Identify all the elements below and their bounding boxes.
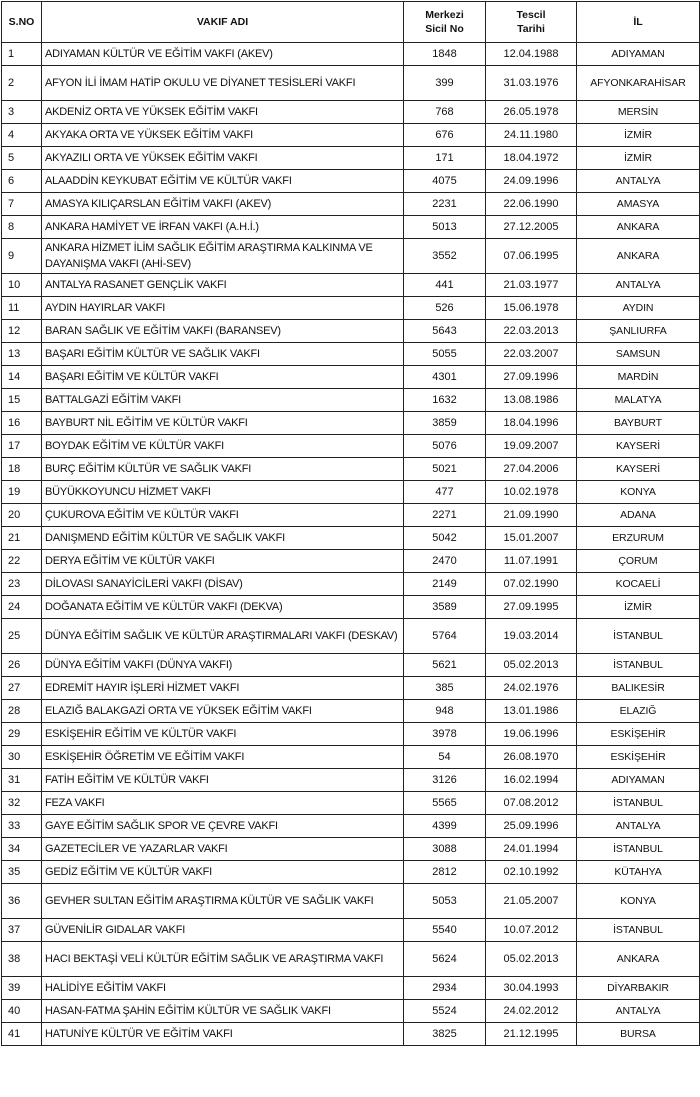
row-number: 19 xyxy=(2,481,42,504)
city-name: ESKİŞEHİR xyxy=(577,746,700,769)
foundation-name: ANTALYA RASANET GENÇLİK VAKFI xyxy=(42,274,404,297)
table-row xyxy=(2,815,700,838)
registry-number: 3589 xyxy=(404,596,486,619)
city-name: BAYBURT xyxy=(577,412,700,435)
foundation-name: BURÇ EĞİTİM KÜLTÜR VE SAĞLIK VAKFI xyxy=(42,458,404,481)
table-row xyxy=(2,1023,700,1046)
row-number: 30 xyxy=(2,746,42,769)
registry-number: 2271 xyxy=(404,504,486,527)
table-row xyxy=(2,746,700,769)
registration-date: 19.03.2014 xyxy=(486,619,577,654)
header-city: İL xyxy=(577,2,700,43)
foundation-name: BATTALGAZİ EĞİTİM VAKFI xyxy=(42,389,404,412)
table-row xyxy=(2,274,700,297)
registration-date: 21.12.1995 xyxy=(486,1023,577,1046)
registration-date: 02.10.1992 xyxy=(486,861,577,884)
city-name: ADIYAMAN xyxy=(577,43,700,66)
registration-date: 27.09.1995 xyxy=(486,596,577,619)
city-name: İSTANBUL xyxy=(577,792,700,815)
city-name: KÜTAHYA xyxy=(577,861,700,884)
header-foundation-name: VAKIF ADI xyxy=(42,2,404,43)
row-number: 31 xyxy=(2,769,42,792)
registry-number: 3088 xyxy=(404,838,486,861)
foundation-name: DOĞANATA EĞİTİM VE KÜLTÜR VAKFI (DEKVA) xyxy=(42,596,404,619)
row-number: 1 xyxy=(2,43,42,66)
registration-date: 18.04.1996 xyxy=(486,412,577,435)
foundation-name: ESKİŞEHİR ÖĞRETİM VE EĞİTİM VAKFI xyxy=(42,746,404,769)
city-name: MARDİN xyxy=(577,366,700,389)
foundation-name: DÜNYA EĞİTİM SAĞLIK VE KÜLTÜR ARAŞTIRMALARI VAKFI (DESKAV) xyxy=(42,619,404,654)
row-number: 12 xyxy=(2,320,42,343)
registration-date: 21.03.1977 xyxy=(486,274,577,297)
foundation-name: FEZA VAKFI xyxy=(42,792,404,815)
foundation-name: HACI BEKTAŞİ VELİ KÜLTÜR EĞİTİM SAĞLIK VE ARAŞTIRMA VAKFI xyxy=(42,942,404,977)
registry-number: 5621 xyxy=(404,654,486,677)
registration-date: 26.05.1978 xyxy=(486,101,577,124)
table-header-row xyxy=(2,2,700,43)
city-name: İSTANBUL xyxy=(577,919,700,942)
foundation-name: AKYAKA ORTA VE YÜKSEK EĞİTİM VAKFI xyxy=(42,124,404,147)
registry-number: 385 xyxy=(404,677,486,700)
row-number: 21 xyxy=(2,527,42,550)
row-number: 39 xyxy=(2,977,42,1000)
row-number: 7 xyxy=(2,193,42,216)
row-number: 28 xyxy=(2,700,42,723)
registry-number: 526 xyxy=(404,297,486,320)
header-registry-no-line1: Merkezi xyxy=(425,9,464,21)
foundation-name: BAŞARI EĞİTİM VE KÜLTÜR VAKFI xyxy=(42,366,404,389)
registry-number: 3978 xyxy=(404,723,486,746)
registry-number: 3552 xyxy=(404,239,486,274)
city-name: MALATYA xyxy=(577,389,700,412)
registration-date: 25.09.1996 xyxy=(486,815,577,838)
row-number: 29 xyxy=(2,723,42,746)
table-row xyxy=(2,654,700,677)
registration-date: 05.02.2013 xyxy=(486,942,577,977)
row-number: 17 xyxy=(2,435,42,458)
city-name: DİYARBAKIR xyxy=(577,977,700,1000)
table-row xyxy=(2,677,700,700)
registry-number: 171 xyxy=(404,147,486,170)
registry-number: 4075 xyxy=(404,170,486,193)
table-row xyxy=(2,216,700,239)
row-number: 18 xyxy=(2,458,42,481)
registry-number: 5013 xyxy=(404,216,486,239)
city-name: ANKARA xyxy=(577,239,700,274)
city-name: AYDIN xyxy=(577,297,700,320)
city-name: ANTALYA xyxy=(577,170,700,193)
table-row xyxy=(2,792,700,815)
foundation-name: ESKİŞEHİR EĞİTİM VE KÜLTÜR VAKFI xyxy=(42,723,404,746)
row-number: 22 xyxy=(2,550,42,573)
city-name: ANKARA xyxy=(577,942,700,977)
city-name: ANKARA xyxy=(577,216,700,239)
registration-date: 19.06.1996 xyxy=(486,723,577,746)
city-name: ŞANLIURFA xyxy=(577,320,700,343)
registration-date: 15.01.2007 xyxy=(486,527,577,550)
city-name: İSTANBUL xyxy=(577,838,700,861)
header-sno: S.NO xyxy=(2,2,42,43)
city-name: KONYA xyxy=(577,481,700,504)
foundation-name: AMASYA KILIÇARSLAN EĞİTİM VAKFI (AKEV) xyxy=(42,193,404,216)
registry-number: 1848 xyxy=(404,43,486,66)
row-number: 38 xyxy=(2,942,42,977)
row-number: 4 xyxy=(2,124,42,147)
row-number: 37 xyxy=(2,919,42,942)
row-number: 23 xyxy=(2,573,42,596)
table-row xyxy=(2,573,700,596)
registry-number: 5076 xyxy=(404,435,486,458)
city-name: ANTALYA xyxy=(577,815,700,838)
registry-number: 5624 xyxy=(404,942,486,977)
registration-date: 22.06.1990 xyxy=(486,193,577,216)
table-row xyxy=(2,101,700,124)
foundation-name: ALAADDİN KEYKUBAT EĞİTİM VE KÜLTÜR VAKFI xyxy=(42,170,404,193)
registry-number: 5021 xyxy=(404,458,486,481)
table-row xyxy=(2,1000,700,1023)
row-number: 26 xyxy=(2,654,42,677)
foundation-name: AFYON İLİ İMAM HATİP OKULU VE DİYANET TESİSLERİ VAKFI xyxy=(42,66,404,101)
city-name: BURSA xyxy=(577,1023,700,1046)
city-name: ELAZIĞ xyxy=(577,700,700,723)
table-row xyxy=(2,481,700,504)
city-name: ANTALYA xyxy=(577,274,700,297)
foundation-name: BOYDAK EĞİTİM VE KÜLTÜR VAKFI xyxy=(42,435,404,458)
foundation-name: ÇUKUROVA EĞİTİM VE KÜLTÜR VAKFI xyxy=(42,504,404,527)
table-row xyxy=(2,723,700,746)
foundation-name: AKYAZILI ORTA VE YÜKSEK EĞİTİM VAKFI xyxy=(42,147,404,170)
registration-date: 31.03.1976 xyxy=(486,66,577,101)
table-row xyxy=(2,147,700,170)
registration-date: 27.04.2006 xyxy=(486,458,577,481)
table-row xyxy=(2,838,700,861)
registration-date: 24.11.1980 xyxy=(486,124,577,147)
row-number: 3 xyxy=(2,101,42,124)
row-number: 33 xyxy=(2,815,42,838)
table-row xyxy=(2,343,700,366)
registry-number: 5042 xyxy=(404,527,486,550)
registry-number: 477 xyxy=(404,481,486,504)
header-registration-date-line1: Tescil xyxy=(516,9,546,21)
row-number: 34 xyxy=(2,838,42,861)
city-name: İZMİR xyxy=(577,124,700,147)
registration-date: 24.09.1996 xyxy=(486,170,577,193)
row-number: 32 xyxy=(2,792,42,815)
registration-date: 24.02.1976 xyxy=(486,677,577,700)
row-number: 6 xyxy=(2,170,42,193)
registration-date: 27.09.1996 xyxy=(486,366,577,389)
registry-number: 3859 xyxy=(404,412,486,435)
foundation-name: ELAZIĞ BALAKGAZİ ORTA VE YÜKSEK EĞİTİM VAKFI xyxy=(42,700,404,723)
city-name: MERSİN xyxy=(577,101,700,124)
table-row xyxy=(2,861,700,884)
city-name: ANTALYA xyxy=(577,1000,700,1023)
row-number: 24 xyxy=(2,596,42,619)
row-number: 15 xyxy=(2,389,42,412)
city-name: KOCAELİ xyxy=(577,573,700,596)
foundation-name: GEDİZ EĞİTİM VE KÜLTÜR VAKFI xyxy=(42,861,404,884)
foundation-name: ANKARA HİZMET İLİM SAĞLIK EĞİTİM ARAŞTIRMA KALKINMA VE DAYANIŞMA VAKFI (AHİ-SEV) xyxy=(42,239,404,274)
registry-number: 2934 xyxy=(404,977,486,1000)
row-number: 25 xyxy=(2,619,42,654)
row-number: 11 xyxy=(2,297,42,320)
table-row xyxy=(2,239,700,274)
registry-number: 3126 xyxy=(404,769,486,792)
table-row xyxy=(2,942,700,977)
registration-date: 13.08.1986 xyxy=(486,389,577,412)
table-row xyxy=(2,412,700,435)
foundation-name: HASAN-FATMA ŞAHİN EĞİTİM KÜLTÜR VE SAĞLIK VAKFI xyxy=(42,1000,404,1023)
registry-number: 441 xyxy=(404,274,486,297)
table-row xyxy=(2,504,700,527)
foundation-name: BAŞARI EĞİTİM KÜLTÜR VE SAĞLIK VAKFI xyxy=(42,343,404,366)
registration-date: 15.06.1978 xyxy=(486,297,577,320)
registration-date: 22.03.2007 xyxy=(486,343,577,366)
table-row xyxy=(2,170,700,193)
city-name: AFYONKARAHİSAR xyxy=(577,66,700,101)
table-body xyxy=(2,43,700,1046)
foundation-name: GEVHER SULTAN EĞİTİM ARAŞTIRMA KÜLTÜR VE SAĞLIK VAKFI xyxy=(42,884,404,919)
table-row xyxy=(2,700,700,723)
city-name: BALIKESİR xyxy=(577,677,700,700)
registry-number: 5565 xyxy=(404,792,486,815)
registration-date: 27.12.2005 xyxy=(486,216,577,239)
row-number: 41 xyxy=(2,1023,42,1046)
registration-date: 19.09.2007 xyxy=(486,435,577,458)
foundation-name: FATİH EĞİTİM VE KÜLTÜR VAKFI xyxy=(42,769,404,792)
foundation-name: EDREMİT HAYIR İŞLERİ HİZMET VAKFI xyxy=(42,677,404,700)
city-name: ADANA xyxy=(577,504,700,527)
registry-number: 399 xyxy=(404,66,486,101)
registry-number: 2231 xyxy=(404,193,486,216)
table-row xyxy=(2,320,700,343)
row-number: 10 xyxy=(2,274,42,297)
row-number: 13 xyxy=(2,343,42,366)
registry-number: 54 xyxy=(404,746,486,769)
foundation-name: AYDIN HAYIRLAR VAKFI xyxy=(42,297,404,320)
registry-number: 5540 xyxy=(404,919,486,942)
row-number: 36 xyxy=(2,884,42,919)
registry-number: 4301 xyxy=(404,366,486,389)
table-row xyxy=(2,884,700,919)
city-name: ESKİŞEHİR xyxy=(577,723,700,746)
foundation-name: DİLOVASI SANAYİCİLERİ VAKFI (DİSAV) xyxy=(42,573,404,596)
foundation-name: DERYA EĞİTİM VE KÜLTÜR VAKFI xyxy=(42,550,404,573)
table-row xyxy=(2,297,700,320)
registration-date: 21.09.1990 xyxy=(486,504,577,527)
table-row xyxy=(2,977,700,1000)
registry-number: 2149 xyxy=(404,573,486,596)
registration-date: 05.02.2013 xyxy=(486,654,577,677)
registration-date: 21.05.2007 xyxy=(486,884,577,919)
row-number: 27 xyxy=(2,677,42,700)
table-row xyxy=(2,389,700,412)
city-name: İSTANBUL xyxy=(577,654,700,677)
city-name: AMASYA xyxy=(577,193,700,216)
foundation-name: AKDENİZ ORTA VE YÜKSEK EĞİTİM VAKFI xyxy=(42,101,404,124)
registration-date: 24.02.2012 xyxy=(486,1000,577,1023)
foundation-name: ADIYAMAN KÜLTÜR VE EĞİTİM VAKFI (AKEV) xyxy=(42,43,404,66)
table-row xyxy=(2,550,700,573)
registry-number: 768 xyxy=(404,101,486,124)
registry-number: 2470 xyxy=(404,550,486,573)
city-name: İSTANBUL xyxy=(577,619,700,654)
table-row xyxy=(2,527,700,550)
row-number: 35 xyxy=(2,861,42,884)
header-registry-no-line2: Sicil No xyxy=(425,23,464,35)
row-number: 20 xyxy=(2,504,42,527)
registry-number: 948 xyxy=(404,700,486,723)
registration-date: 07.06.1995 xyxy=(486,239,577,274)
table-row xyxy=(2,596,700,619)
registry-number: 2812 xyxy=(404,861,486,884)
registry-number: 5764 xyxy=(404,619,486,654)
registration-date: 22.03.2013 xyxy=(486,320,577,343)
row-number: 8 xyxy=(2,216,42,239)
table-row xyxy=(2,435,700,458)
registration-date: 11.07.1991 xyxy=(486,550,577,573)
header-registry-no xyxy=(404,2,486,43)
registry-number: 5524 xyxy=(404,1000,486,1023)
table-row xyxy=(2,124,700,147)
city-name: ERZURUM xyxy=(577,527,700,550)
registration-date: 07.08.2012 xyxy=(486,792,577,815)
registry-number: 4399 xyxy=(404,815,486,838)
foundation-name: GÜVENİLİR GIDALAR VAKFI xyxy=(42,919,404,942)
foundation-name: GAZETECİLER VE YAZARLAR VAKFI xyxy=(42,838,404,861)
foundation-name: DÜNYA EĞİTİM VAKFI (DÜNYA VAKFI) xyxy=(42,654,404,677)
header-registration-date-line2: Tarihi xyxy=(517,23,545,35)
registration-date: 10.02.1978 xyxy=(486,481,577,504)
table-row xyxy=(2,43,700,66)
row-number: 5 xyxy=(2,147,42,170)
row-number: 16 xyxy=(2,412,42,435)
city-name: İZMİR xyxy=(577,596,700,619)
registration-date: 12.04.1988 xyxy=(486,43,577,66)
city-name: KAYSERİ xyxy=(577,458,700,481)
foundation-name: HALİDİYE EĞİTİM VAKFI xyxy=(42,977,404,1000)
registry-number: 3825 xyxy=(404,1023,486,1046)
registry-number: 5053 xyxy=(404,884,486,919)
registration-date: 26.08.1970 xyxy=(486,746,577,769)
table-row xyxy=(2,193,700,216)
foundation-name: BÜYÜKKOYUNCU HİZMET VAKFI xyxy=(42,481,404,504)
table-row xyxy=(2,769,700,792)
registry-number: 676 xyxy=(404,124,486,147)
table-row xyxy=(2,66,700,101)
header-registration-date xyxy=(486,2,577,43)
registration-date: 16.02.1994 xyxy=(486,769,577,792)
registration-date: 07.02.1990 xyxy=(486,573,577,596)
registry-number: 5643 xyxy=(404,320,486,343)
city-name: İZMİR xyxy=(577,147,700,170)
registration-date: 18.04.1972 xyxy=(486,147,577,170)
registry-number: 1632 xyxy=(404,389,486,412)
city-name: SAMSUN xyxy=(577,343,700,366)
foundation-name: ANKARA HAMİYET VE İRFAN VAKFI (A.H.İ.) xyxy=(42,216,404,239)
row-number: 14 xyxy=(2,366,42,389)
foundation-name: GAYE EĞİTİM SAĞLIK SPOR VE ÇEVRE VAKFI xyxy=(42,815,404,838)
row-number: 40 xyxy=(2,1000,42,1023)
foundation-name: HATUNİYE KÜLTÜR VE EĞİTİM VAKFI xyxy=(42,1023,404,1046)
table-row xyxy=(2,919,700,942)
city-name: ADIYAMAN xyxy=(577,769,700,792)
city-name: KONYA xyxy=(577,884,700,919)
foundation-name: DANIŞMEND EĞİTİM KÜLTÜR VE SAĞLIK VAKFI xyxy=(42,527,404,550)
table-row xyxy=(2,458,700,481)
registration-date: 30.04.1993 xyxy=(486,977,577,1000)
row-number: 2 xyxy=(2,66,42,101)
row-number: 9 xyxy=(2,239,42,274)
registration-date: 13.01.1986 xyxy=(486,700,577,723)
table-row xyxy=(2,619,700,654)
foundations-table xyxy=(1,1,700,1046)
registration-date: 24.01.1994 xyxy=(486,838,577,861)
city-name: ÇORUM xyxy=(577,550,700,573)
table-row xyxy=(2,366,700,389)
city-name: KAYSERİ xyxy=(577,435,700,458)
foundation-name: BARAN SAĞLIK VE EĞİTİM VAKFI (BARANSEV) xyxy=(42,320,404,343)
registry-number: 5055 xyxy=(404,343,486,366)
registration-date: 10.07.2012 xyxy=(486,919,577,942)
foundation-name: BAYBURT NİL EĞİTİM VE KÜLTÜR VAKFI xyxy=(42,412,404,435)
